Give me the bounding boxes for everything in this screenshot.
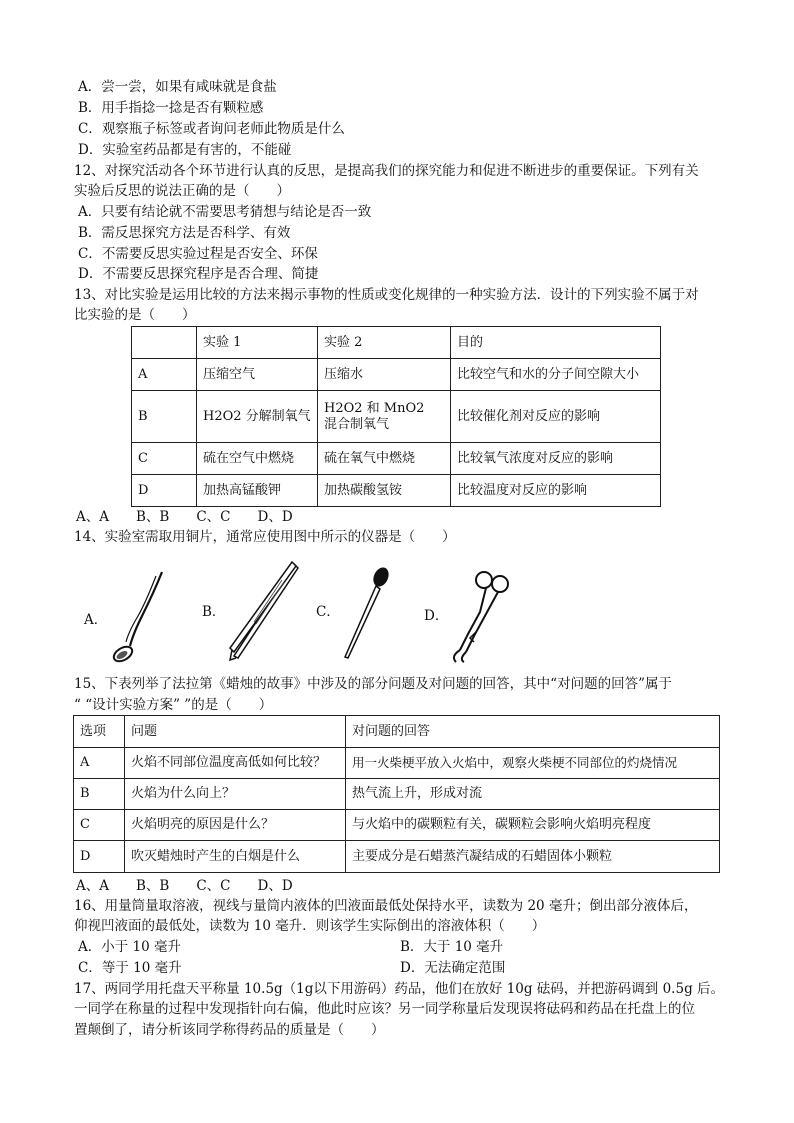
- table-row: [74, 841, 720, 873]
- q12-option-a: A．只要有结论就不需要思考猜想与结论是否一致: [78, 204, 372, 220]
- q16-stem-line1: 16、用量筒量取溶液，视线与量筒内液体的凹液面最低处保持水平，读数为 20 毫升；倒出部分液体后，: [74, 898, 698, 914]
- table-cell: 比较氧气浓度对反应的影响: [451, 443, 661, 475]
- table-cell: 吹灭蜡烛时产生的白烟是什么: [125, 841, 346, 873]
- q11-option-a: A．尝一尝，如果有咸味就是食盐: [78, 79, 277, 95]
- q13-answer-choices: A、A B、B C、C D、D: [76, 509, 293, 525]
- table-row: [74, 748, 720, 779]
- table-cell-option: A: [74, 748, 125, 779]
- table-header-cell: 实验 1: [197, 327, 318, 359]
- table-row: [132, 475, 661, 507]
- q15-table: [73, 715, 720, 873]
- table-cell: 火焰明亮的原因是什么？: [125, 810, 346, 841]
- q14-label-b: B．: [202, 604, 226, 620]
- table-cell: 加热高锰酸钾: [197, 475, 318, 507]
- table-cell: [318, 391, 451, 443]
- q11-option-b: B．用手指捻一捻是否有颗粒感: [78, 100, 264, 116]
- table-cell: 用一火柴梗平放入火焰中，观察火柴梗不同部位的灼烧情况: [346, 748, 720, 779]
- q15-answer-choices: A、A B、B C、C D、D: [76, 878, 293, 894]
- tweezers-icon: [224, 560, 304, 664]
- q13-stem-line1: 13、对比实验是运用比较的方法来揭示事物的性质或变化规律的一种实验方法．设计的下列实验不属于对: [74, 287, 699, 303]
- table-cell: 比较空气和水的分子间空隙大小: [451, 359, 661, 391]
- table-cell: 加热碳酸氢铵: [318, 475, 451, 507]
- table-cell: 火焰不同部位温度高低如何比较？: [125, 748, 346, 779]
- table-cell: 硫在氧气中燃烧: [318, 443, 451, 475]
- q14-label-c: C．: [316, 604, 340, 620]
- q14-stem: 14、实验室需取用铜片，通常应使用图中所示的仪器是（ ）: [74, 529, 456, 545]
- q13-stem-line2: 比实验的是（ ）: [74, 307, 196, 323]
- dropper-icon: [336, 562, 396, 662]
- table-cell-option: B: [132, 391, 197, 443]
- table-row: [132, 359, 661, 391]
- q14-label-a: A．: [84, 612, 108, 628]
- table-header-row: [74, 716, 720, 748]
- table-cell-option: C: [74, 810, 125, 841]
- q15-stem-line1: 15、下表列举了法拉第《蜡烛的故事》中涉及的部分问题及对问题的回答，其中“对问题的回答”属于: [74, 676, 672, 692]
- table-row: [74, 810, 720, 841]
- q17-stem-line3: 置颠倒了，请分析该同学称得药品的质量是（ ）: [74, 1022, 385, 1038]
- table-row: [132, 391, 661, 443]
- table-header-cell: 对问题的回答: [346, 716, 720, 748]
- q16-option-b: B．大于 10 毫升: [400, 939, 504, 955]
- table-cell-option: A: [132, 359, 197, 391]
- table-cell-option: D: [132, 475, 197, 507]
- table-cell: 主要成分是石蜡蒸汽凝结成的石蜡固体小颗粒: [346, 841, 720, 873]
- table-cell-line: 混合制氧气: [324, 416, 390, 432]
- q17-stem-line2: 一同学在称量的过程中发现指针向右偏，他此时应该？另一同学称量后发现误将砝码和药品在托盘上的位: [74, 1001, 695, 1017]
- table-cell: H2O2 分解制氧气: [197, 391, 318, 443]
- table-cell-line: H2O2 和 MnO2: [324, 400, 425, 416]
- table-row: [74, 779, 720, 810]
- table-header-cell: 问题: [125, 716, 346, 748]
- table-cell-option: C: [132, 443, 197, 475]
- table-header-row: [132, 327, 661, 359]
- q16-stem-line2: 仰视凹液面的最低处，读数为 10 毫升．则该学生实际倒出的溶液体积（ ）: [74, 918, 546, 934]
- q15-stem-line2: “ “设计实验方案” ”的是（ ）: [74, 697, 273, 713]
- table-row: [132, 443, 661, 475]
- q12-stem-line1: 12、对探究活动各个环节进行认真的反思，是提高我们的探究能力和促进不断进步的重要保证。下列有关: [74, 163, 699, 179]
- table-cell-option: D: [74, 841, 125, 873]
- q16-option-a: A．小于 10 毫升: [78, 939, 182, 955]
- q17-stem-line1: 17、两同学用托盘天平称量 10.5g（1g以下用游码）药品，他们在放好 10g 砝码，并把游码调到 0.5g 后。: [74, 981, 724, 997]
- spoon-icon: [110, 568, 170, 666]
- table-header-cell: 实验 2: [318, 327, 451, 359]
- q14-label-d: D．: [424, 608, 449, 624]
- table-cell: 热气流上升，形成对流: [346, 779, 720, 810]
- table-cell: 压缩水: [318, 359, 451, 391]
- table-cell: 与火焰中的碳颗粒有关，碳颗粒会影响火焰明亮程度: [346, 810, 720, 841]
- q16-option-d: D．无法确定范围: [400, 960, 506, 976]
- crucible-tongs-icon: [446, 564, 512, 664]
- table-cell: 比较催化剂对反应的影响: [451, 391, 661, 443]
- q12-stem-line2: 实验后反思的说法正确的是（ ）: [74, 183, 290, 199]
- q12-option-c: C．不需要反思实验过程是否安全、环保: [78, 246, 318, 262]
- table-cell: 硫在空气中燃烧: [197, 443, 318, 475]
- q16-option-c: C．等于 10 毫升: [78, 960, 182, 976]
- table-cell: 火焰为什么向上？: [125, 779, 346, 810]
- q11-option-d: D．实验室药品都是有害的，不能碰: [78, 142, 292, 158]
- q11-option-c: C．观察瓶子标签或者询问老师此物质是什么: [78, 121, 345, 137]
- q12-option-b: B．需反思探究方法是否科学、有效: [78, 225, 291, 241]
- table-header-cell: 目的: [451, 327, 661, 359]
- table-header-cell: 选项: [74, 716, 125, 748]
- q12-option-d: D．不需要反思探究程序是否合理、简捷: [78, 266, 319, 282]
- table-cell: 比较温度对反应的影响: [451, 475, 661, 507]
- table-header-cell: [132, 327, 197, 359]
- table-cell: 压缩空气: [197, 359, 318, 391]
- q13-table: [131, 326, 661, 507]
- table-cell-option: B: [74, 779, 125, 810]
